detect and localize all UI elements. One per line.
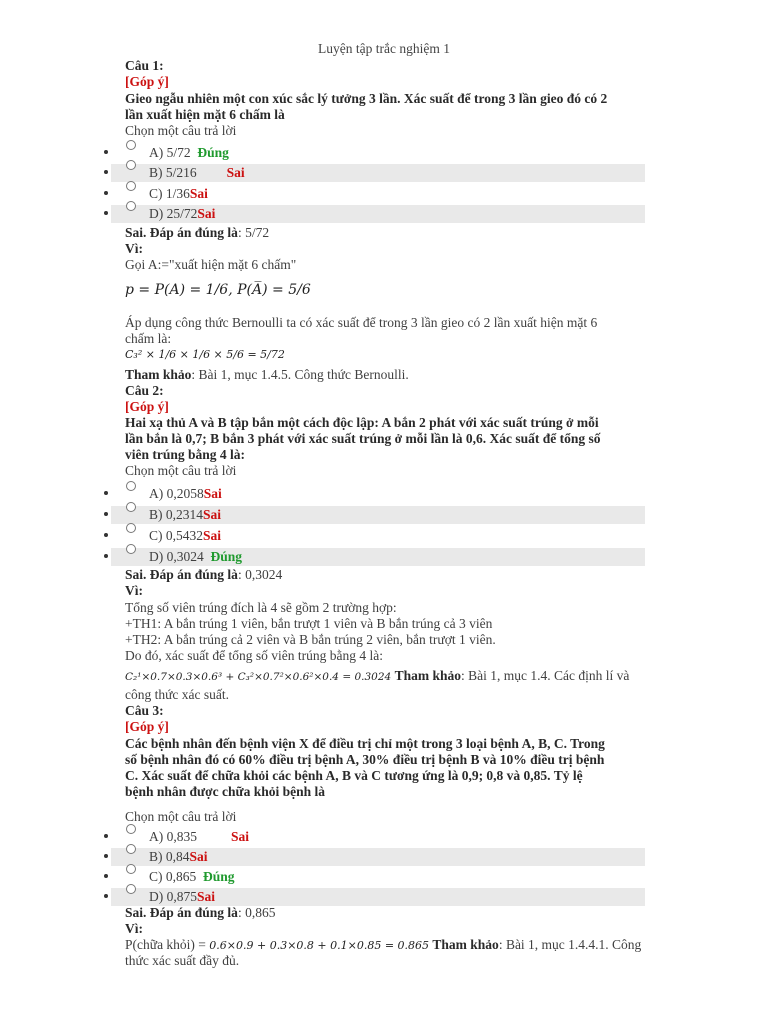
option-mark: Sai bbox=[189, 849, 208, 864]
bullet-icon bbox=[104, 211, 108, 215]
feedback-link[interactable]: [Góp ý] bbox=[125, 74, 169, 89]
explanation-line: +TH2: A bắn trúng cả 2 viên và B bắn trúng 2 viên, bắn trượt 1 viên. bbox=[125, 632, 496, 647]
option-mark: Sai bbox=[203, 507, 222, 522]
question-label: Câu 3: bbox=[125, 703, 164, 718]
option-row[interactable] bbox=[111, 888, 645, 906]
bullet-icon bbox=[104, 834, 108, 838]
formula: 0.6×0.9 + 0.3×0.8 + 0.1×0.85 = 0.865 bbox=[209, 939, 430, 952]
formula: p = P(A) = 1/6, P(A̅) = 5/6 bbox=[125, 282, 311, 298]
radio-button[interactable] bbox=[126, 864, 136, 874]
option-row[interactable] bbox=[111, 506, 645, 524]
question-text-line: Hai xạ thủ A và B tập bắn một cách độc lập: A bắn 2 phát với xác suất trúng ở mỗi bbox=[125, 415, 599, 430]
option-mark: Sai bbox=[203, 528, 222, 543]
explanation-line: +TH1: A bắn trúng 1 viên, bắn trượt 1 viên và B bắn trúng cả 3 viên bbox=[125, 616, 493, 631]
formula-reference-line: C₂¹×0.7×0.3×0.6³ + C₃²×0.7²×0.6²×0.4 = 0.3024 Tham khảo: Bài 1, mục 1.4. Các định lí và bbox=[125, 668, 630, 683]
bullet-icon bbox=[104, 854, 108, 858]
explanation-line: Áp dụng công thức Bernoulli ta có xác suất để trong 3 lần gieo có 2 lần xuất hiện mặt 6 bbox=[125, 315, 598, 330]
option-text: A) 5/72 bbox=[149, 145, 191, 160]
bullet-icon bbox=[104, 150, 108, 154]
radio-button[interactable] bbox=[126, 824, 136, 834]
feedback-link[interactable]: [Góp ý] bbox=[125, 719, 169, 734]
question-text-line: số bệnh nhân đó có 60% điều trị bệnh A, 30% điều trị bệnh B và 10% điều trị bệnh bbox=[125, 752, 605, 767]
option-text: B) 0,2314 bbox=[149, 507, 203, 522]
option-mark: Sai bbox=[203, 486, 222, 501]
option-text: C) 0,5432 bbox=[149, 528, 203, 543]
option-text: D) 0,875 bbox=[149, 889, 197, 904]
option-mark: Sai bbox=[197, 889, 216, 904]
question-text-line: Gieo ngẫu nhiên một con xúc sắc lý tưởng 3 lần. Xác suất để trong 3 lần gieo đó có 2 bbox=[125, 91, 608, 106]
why-label: Vì: bbox=[125, 921, 143, 936]
option-text: A) 0,835 bbox=[149, 829, 197, 844]
answer-line: Sai. Đáp án đúng là: 5/72 bbox=[125, 225, 270, 240]
formula-reference-line: P(chữa khỏi) = 0.6×0.9 + 0.3×0.8 + 0.1×0.85 = 0.865 Tham khảo: Bài 1, mục 1.4.4.1. Công bbox=[125, 937, 642, 952]
page-title: Luyện tập trắc nghiệm 1 bbox=[318, 41, 450, 56]
radio-button[interactable] bbox=[126, 523, 136, 533]
option-mark: Sai bbox=[231, 829, 250, 844]
option-row[interactable] bbox=[111, 527, 645, 545]
option-row[interactable] bbox=[111, 828, 645, 846]
question-text-line: lần xuất hiện mặt 6 chấm là bbox=[125, 107, 285, 122]
question-text-line: Các bệnh nhân đến bệnh viện X để điều trị chỉ một trong 3 loại bệnh A, B, C. Trong bbox=[125, 736, 605, 751]
option-text: D) 25/72 bbox=[149, 206, 198, 221]
option-row[interactable] bbox=[111, 868, 645, 886]
option-text: D) 0,3024 bbox=[149, 549, 204, 564]
radio-button[interactable] bbox=[126, 884, 136, 894]
explanation-line: Do đó, xác suất để tổng số viên trúng bằng 4 là: bbox=[125, 648, 383, 663]
question-text-line: C. Xác suất để chữa khỏi các bệnh A, B và C tương ứng là 0,9; 0,8 và 0,85. Tỷ lệ bbox=[125, 768, 583, 783]
formula: C₂¹×0.7×0.3×0.6³ + C₃²×0.7²×0.6²×0.4 = 0.3024 bbox=[125, 671, 392, 683]
option-mark: Đúng bbox=[197, 145, 229, 160]
bullet-icon bbox=[104, 191, 108, 195]
answer-prompt: Chọn một câu trả lời bbox=[125, 809, 237, 824]
reference-line: thức xác suất đầy đủ. bbox=[125, 953, 240, 968]
option-row[interactable] bbox=[111, 164, 645, 182]
formula: C₃² × 1/6 × 1/6 × 5/6 = 5/72 bbox=[125, 348, 285, 361]
reference-line: Tham khảo: Bài 1, mục 1.4.5. Công thức Bernoulli. bbox=[125, 367, 409, 382]
radio-button[interactable] bbox=[126, 201, 136, 211]
bullet-icon bbox=[104, 894, 108, 898]
option-mark: Sai bbox=[197, 206, 216, 221]
option-mark: Đúng bbox=[210, 549, 243, 564]
radio-button[interactable] bbox=[126, 544, 136, 554]
question-text-line: bệnh nhân được chữa khỏi bệnh là bbox=[125, 784, 326, 799]
explanation-line: Gọi A:="xuất hiện mặt 6 chấm" bbox=[125, 257, 297, 272]
radio-button[interactable] bbox=[126, 481, 136, 491]
bullet-icon bbox=[104, 554, 108, 558]
question-label: Câu 2: bbox=[125, 383, 164, 398]
bullet-icon bbox=[104, 512, 108, 516]
option-text: B) 5/216 bbox=[149, 165, 197, 180]
option-row[interactable] bbox=[111, 485, 645, 503]
option-row[interactable] bbox=[111, 185, 645, 203]
bullet-icon bbox=[104, 170, 108, 174]
why-label: Vì: bbox=[125, 241, 143, 256]
answer-line: Sai. Đáp án đúng là: 0,3024 bbox=[125, 567, 283, 582]
option-row[interactable] bbox=[111, 144, 645, 162]
explanation-line: Tổng số viên trúng đích là 4 sẽ gồm 2 trường hợp: bbox=[125, 600, 397, 615]
option-mark: Sai bbox=[189, 186, 208, 201]
answer-prompt: Chọn một câu trả lời bbox=[125, 123, 237, 138]
question-text-line: lần bắn là 0,7; B bắn 3 phát với xác suất trúng ở mỗi lần là 0,6. Xác suất để tổng số bbox=[125, 431, 601, 446]
radio-button[interactable] bbox=[126, 181, 136, 191]
answer-prompt: Chọn một câu trả lời bbox=[125, 463, 237, 478]
option-mark: Đúng bbox=[203, 869, 235, 884]
radio-button[interactable] bbox=[126, 140, 136, 150]
explanation-line: chấm là: bbox=[125, 331, 172, 346]
radio-button[interactable] bbox=[126, 502, 136, 512]
option-row[interactable] bbox=[111, 548, 645, 566]
question-text-line: viên trúng bằng 4 là: bbox=[125, 447, 246, 462]
bullet-icon bbox=[104, 491, 108, 495]
answer-line: Sai. Đáp án đúng là: 0,865 bbox=[125, 905, 276, 920]
question-label: Câu 1: bbox=[125, 58, 164, 73]
option-text: C) 0,865 bbox=[149, 869, 197, 884]
radio-button[interactable] bbox=[126, 844, 136, 854]
option-row[interactable] bbox=[111, 205, 645, 223]
option-text: A) 0,2058 bbox=[149, 486, 204, 501]
option-text: B) 0,84 bbox=[149, 849, 190, 864]
radio-button[interactable] bbox=[126, 160, 136, 170]
feedback-link[interactable]: [Góp ý] bbox=[125, 399, 169, 414]
option-text: C) 1/36 bbox=[149, 186, 190, 201]
option-mark: Sai bbox=[226, 165, 245, 180]
reference-line: công thức xác suất. bbox=[125, 687, 230, 702]
bullet-icon bbox=[104, 874, 108, 878]
why-label: Vì: bbox=[125, 583, 143, 598]
bullet-icon bbox=[104, 533, 108, 537]
option-row[interactable] bbox=[111, 848, 645, 866]
